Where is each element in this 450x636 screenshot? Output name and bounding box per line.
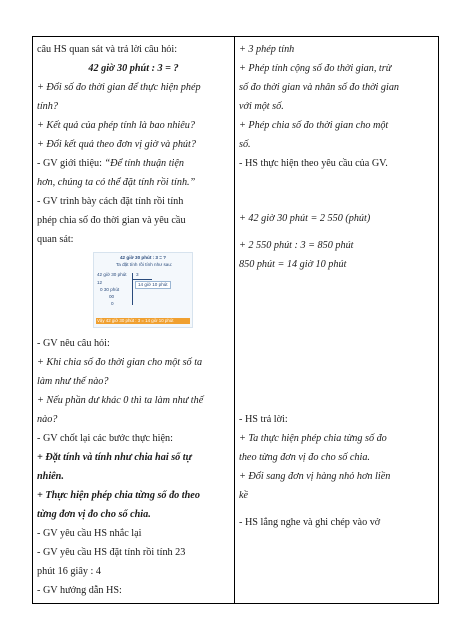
figure-quotient: 14 giờ 10 phút <box>135 281 171 289</box>
table-row <box>33 37 439 604</box>
figure-subtitle: Ta đặt tính rồi tính như sau: <box>116 262 173 267</box>
text-line: quan sát: <box>37 234 74 245</box>
spacer <box>239 505 434 513</box>
division-problem: 42 giờ 30 phút : 3 = ? <box>88 63 179 74</box>
answer-line: số. <box>239 139 251 150</box>
answer-line: với một số. <box>239 101 284 112</box>
answer-line: + Phép chia số đo thời gian cho một <box>239 120 389 131</box>
teacher-activity-cell <box>33 37 235 604</box>
text-fragment: - GV giới thiệu: <box>37 158 105 169</box>
figure-result: Vậy 42 giờ 30 phút : 3 = 14 giờ 10 phút <box>96 318 190 324</box>
text-line: - HS thực hiện theo yêu cầu của GV. <box>239 158 388 169</box>
text-line <box>37 154 230 173</box>
question-line: + Nếu phần dư khác 0 thì ta làm như thế <box>37 395 204 406</box>
answer-line: theo từng đơn vị đo cho số chia. <box>239 452 370 463</box>
figure-step: 12 <box>97 280 103 285</box>
answer-line: + Phép tính cộng số đo thời gian, trừ <box>239 63 392 74</box>
step-line: từng đơn vị đo cho số chia. <box>37 509 151 520</box>
figure-title: 42 giờ 30 phút : 3 = ? <box>120 255 167 260</box>
text-line: câu HS quan sát và trả lời câu hỏi: <box>37 44 178 55</box>
question-line: tính? <box>37 101 58 112</box>
figure-step: 00 <box>109 294 115 299</box>
text-line: - GV chốt lại các bước thực hiện: <box>37 433 173 444</box>
question-line: nào? <box>37 414 58 425</box>
long-division-figure <box>93 252 193 328</box>
text-line: - HS trả lời: <box>239 414 288 425</box>
question-line: + Kết quả của phép tính là bao nhiêu? <box>37 120 195 131</box>
text-line: - GV trình bày cách đặt tính rồi tính <box>37 196 184 207</box>
step-line: nhiên. <box>37 471 64 482</box>
answer-line: + 3 phép tính <box>239 44 295 55</box>
text-line: - HS lắng nghe và ghi chép vào vở <box>239 517 381 528</box>
answer-line: số đo thời gian và nhân số đo thời gian <box>239 82 400 93</box>
text-line: - GV hướng dẫn HS: <box>37 585 122 596</box>
answer-line: + 2 550 phút : 3 = 850 phút <box>239 240 354 251</box>
spacer <box>239 274 434 410</box>
spacer <box>239 228 434 236</box>
answer-line: + Ta thực hiện phép chia từng số đo <box>239 433 387 444</box>
student-activity-cell <box>235 37 439 604</box>
text-line: - GV nêu câu hỏi: <box>37 338 110 349</box>
question-line: làm như thế nào? <box>37 376 109 387</box>
question-line: + Đổi kết quả theo đơn vị giờ và phút? <box>37 139 196 150</box>
question-line: + Đổi số đo thời gian để thực hiện phép <box>37 82 201 93</box>
spacer <box>239 173 434 209</box>
figure-step: 0 30 phút <box>100 287 120 292</box>
question-line: + Khi chia số đo thời gian cho một số ta <box>37 357 203 368</box>
text-line: - GV yêu cầu HS đặt tính rồi tính 23 <box>37 547 186 558</box>
text-line: phút 16 giây : 4 <box>37 566 101 577</box>
quote-line: hơn, chúng ta có thể đặt tính rồi tính.” <box>37 177 196 188</box>
division-bar-horizontal <box>132 279 152 280</box>
figure-step: 0 <box>111 301 114 306</box>
answer-line: + 42 giờ 30 phút = 2 550 (phút) <box>239 213 371 224</box>
figure-dividend: 42 giờ 30 phút <box>97 272 127 277</box>
figure-divisor: 3 <box>136 272 139 277</box>
answer-line: kề <box>239 490 249 501</box>
step-line: + Thực hiện phép chia từng số đo theo <box>37 490 200 501</box>
text-line: - GV yêu cầu HS nhắc lại <box>37 528 142 539</box>
quote-fragment: “Để tính thuận tiện <box>104 158 184 169</box>
lesson-table <box>32 36 439 604</box>
step-line: + Đặt tính và tính như chia hai số tự <box>37 452 192 463</box>
division-bar-vertical <box>132 273 133 305</box>
answer-line: + Đổi sang đơn vị hàng nhỏ hơn liền <box>239 471 391 482</box>
answer-line: 850 phút = 14 giờ 10 phút <box>239 259 347 270</box>
text-line: phép chia số đo thời gian và yêu cầu <box>37 215 186 226</box>
